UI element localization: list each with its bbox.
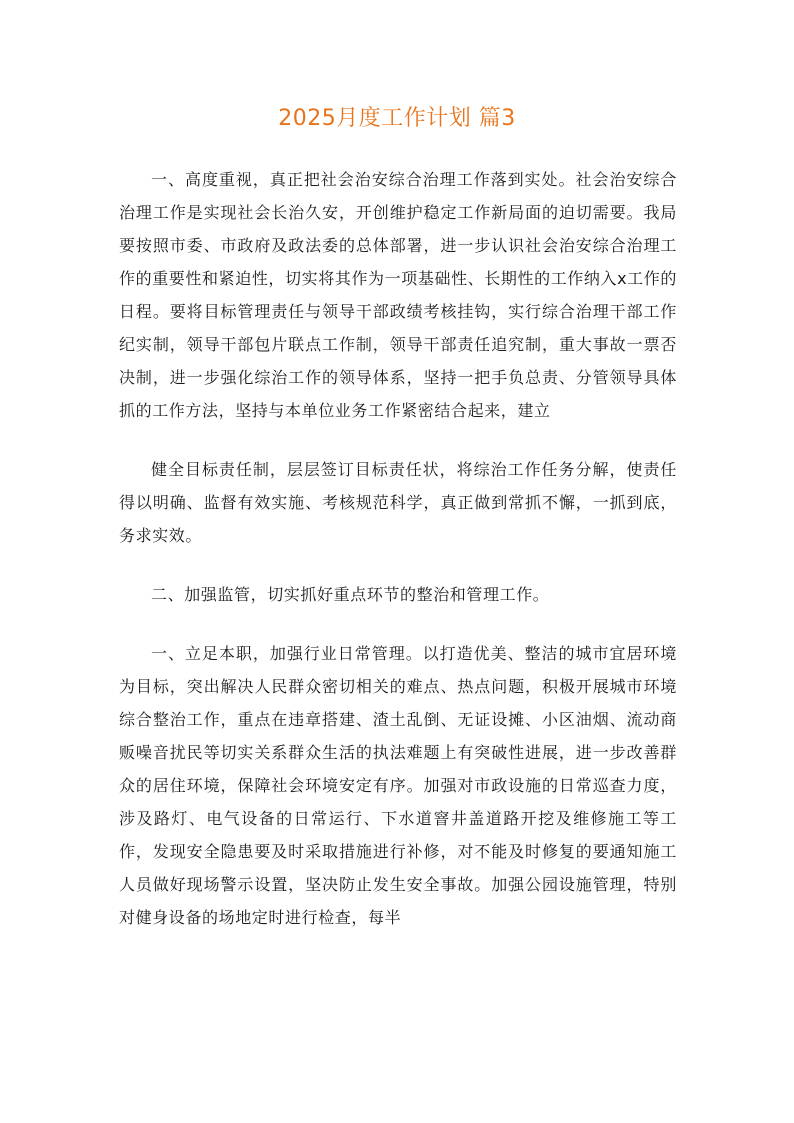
document-body	[119, 163, 677, 934]
paragraph-2: 健全目标责任制，层层签订目标责任状，将综治工作任务分解，使责任得以明确、监督有效实施、考核规范科学，真正做到常抓不懈，一抓到底，务求实效。	[119, 460, 677, 545]
paragraph-1: 一、高度重视，真正把社会治安综合治理工作落到实处。社会治安综合治理工作是实现社会长治久安，开创维护稳定工作新局面的迫切需要。我局要按照市委、市政府及政法委的总体部署，进一步认识社会治安综合治理工作的重要性和紧迫性，切实将其作为一项基础性、长期性的工作纳入x工作的日程。要将目标管理责任与领导干部政绩考核挂钩，实行综合治理干部工作纪实制，领导干部包片联点工作制，领导干部责任追究制，重大事故一票否决制，进一步强化综治工作的领导体系，坚持一把手负总责、分管领导具体抓的工作方法，坚持与本单位业务工作紧密结合起来，建立	[119, 170, 677, 420]
document-title: 2025月度工作计划 篇3	[278, 106, 516, 131]
paragraph-3: 二、加强监管，切实抓好重点环节的整治和管理工作。	[151, 585, 550, 604]
paragraph-4: 一、立足本职，加强行业日常管理。以打造优美、整洁的城市宜居环境为目标，突出解决人民群众密切相关的难点、热点问题，积极开展城市环境综合整治工作，重点在违章搭建、渣土乱倒、无证设摊、小区油烟、流动商贩噪音扰民等切实关系群众生活的执法难题上有突破性进展，进一步改善群众的居住环境，保障社会环境安定有序。加强对市政设施的日常巡查力度，涉及路灯、电气设备的日常运行、下水道窨井盖道路开挖及维修施工等工作，发现安全隐患要及时采取措施进行补修，对不能及时修复的要通知施工人员做好现场警示设置，坚决防止发生安全事故。加强公园设施管理，特别对健身设备的场地定时进行检查，每半	[119, 644, 677, 927]
